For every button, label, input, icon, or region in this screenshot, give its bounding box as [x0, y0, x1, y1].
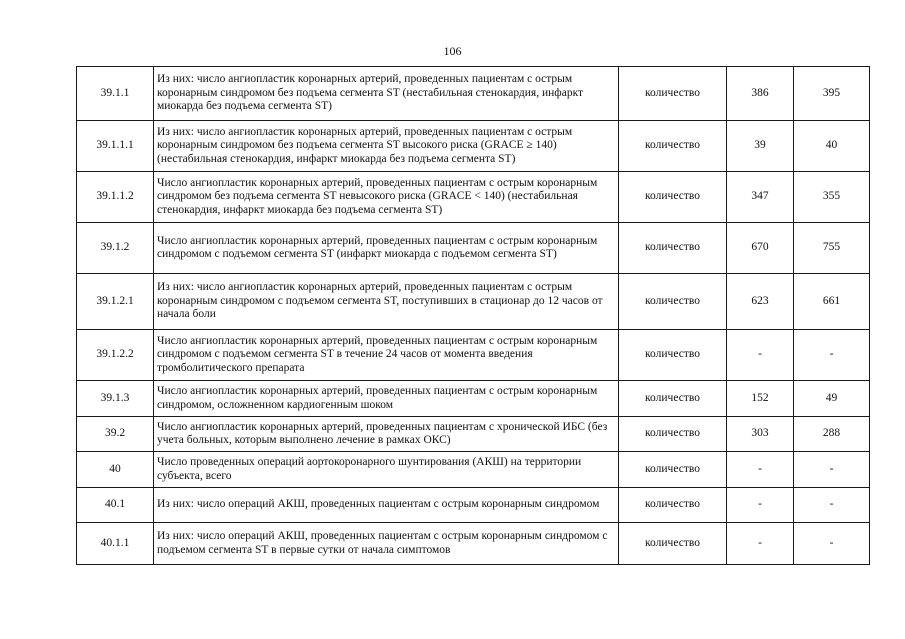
row-value-2: 661: [794, 274, 870, 330]
row-code: 39.1.2.1: [77, 274, 154, 330]
row-value-2: 755: [794, 223, 870, 274]
row-code: 39.1.3: [77, 381, 154, 417]
table-row: [77, 381, 870, 417]
row-description: Число ангиопластик коронарных артерий, проведенных пациентам с острым коронарным синдромом, осложненном кардиогенным шоком: [154, 381, 619, 417]
row-value-2: -: [794, 523, 870, 565]
row-code: 39.2: [77, 417, 154, 452]
row-value-1: -: [727, 330, 794, 381]
row-description: Из них: число операций АКШ, проведенных пациентам с острым коронарным синдромом с подъемом сегмента ST в первые сутки от начала симптомов: [154, 523, 619, 565]
table-row: [77, 121, 870, 172]
row-value-2: 40: [794, 121, 870, 172]
row-value-1: -: [727, 488, 794, 523]
row-unit: количество: [619, 172, 727, 223]
row-description: Число ангиопластик коронарных артерий, проведенных пациентам с острым коронарным синдромом с подъемом сегмента ST в течение 24 часов от момента введения тромболитического препарата: [154, 330, 619, 381]
table-row: [77, 417, 870, 452]
row-description: Число ангиопластик коронарных артерий, проведенных пациентам с острым коронарным синдромом с подъемом сегмента ST (инфаркт миокарда с подъемом сегмента ST): [154, 223, 619, 274]
row-value-1: 152: [727, 381, 794, 417]
row-code: 39.1.2.2: [77, 330, 154, 381]
row-value-2: -: [794, 330, 870, 381]
row-code: 39.1.1.1: [77, 121, 154, 172]
row-value-1: 39: [727, 121, 794, 172]
table-row: [77, 172, 870, 223]
row-unit: количество: [619, 381, 727, 417]
row-value-1: 303: [727, 417, 794, 452]
row-value-2: 395: [794, 67, 870, 121]
row-value-1: 670: [727, 223, 794, 274]
table-row: [77, 488, 870, 523]
row-value-2: -: [794, 452, 870, 488]
row-description: Из них: число ангиопластик коронарных артерий, проведенных пациентам с острым коронарным синдромом без подъема сегмента ST (нестабильная стенокардия, инфаркт миокарда без подъема сегмента ST): [154, 67, 619, 121]
row-description: Из них: число ангиопластик коронарных артерий, проведенных пациентам с острым коронарным синдромом с подъемом сегмента ST, поступивших в стационар до 12 часов от начала боли: [154, 274, 619, 330]
row-value-1: -: [727, 452, 794, 488]
row-value-2: 355: [794, 172, 870, 223]
row-value-2: 288: [794, 417, 870, 452]
row-code: 40.1: [77, 488, 154, 523]
row-code: 40: [77, 452, 154, 488]
table-row: [77, 330, 870, 381]
row-code: 39.1.2: [77, 223, 154, 274]
row-unit: количество: [619, 452, 727, 488]
row-unit: количество: [619, 523, 727, 565]
indicators-table: [76, 66, 870, 565]
row-unit: количество: [619, 330, 727, 381]
row-value-1: -: [727, 523, 794, 565]
row-description: Число проведенных операций аортокоронарного шунтирования (АКШ) на территории субъекта, всего: [154, 452, 619, 488]
table-row: [77, 67, 870, 121]
row-code: 40.1.1: [77, 523, 154, 565]
row-code: 39.1.1.2: [77, 172, 154, 223]
row-unit: количество: [619, 67, 727, 121]
table-row: [77, 452, 870, 488]
row-unit: количество: [619, 274, 727, 330]
row-unit: количество: [619, 121, 727, 172]
row-value-1: 386: [727, 67, 794, 121]
row-value-1: 347: [727, 172, 794, 223]
row-description: Число ангиопластик коронарных артерий, проведенных пациентам с острым коронарным синдромом без подъема сегмента ST невысокого риска (GRACE < 140) (нестабильная стенокардия, инфаркт миокарда без подъема сегмента ST): [154, 172, 619, 223]
page-number: 106: [443, 44, 462, 58]
row-value-2: 49: [794, 381, 870, 417]
row-description: Из них: число операций АКШ, проведенных пациентам с острым коронарным синдромом: [154, 488, 619, 523]
row-unit: количество: [619, 488, 727, 523]
table-row: [77, 523, 870, 565]
table-row: [77, 223, 870, 274]
row-description: Число ангиопластик коронарных артерий, проведенных пациентам с хронической ИБС (без учета больных, которым выполнено лечение в рамках ОКС): [154, 417, 619, 452]
row-value-1: 623: [727, 274, 794, 330]
row-code: 39.1.1: [77, 67, 154, 121]
row-description: Из них: число ангиопластик коронарных артерий, проведенных пациентам с острым коронарным синдромом без подъема сегмента ST высокого риска (GRACE ≥ 140) (нестабильная стенокардия, инфаркт миокарда без подъема сегмента ST): [154, 121, 619, 172]
row-value-2: -: [794, 488, 870, 523]
row-unit: количество: [619, 223, 727, 274]
row-unit: количество: [619, 417, 727, 452]
table-row: [77, 274, 870, 330]
